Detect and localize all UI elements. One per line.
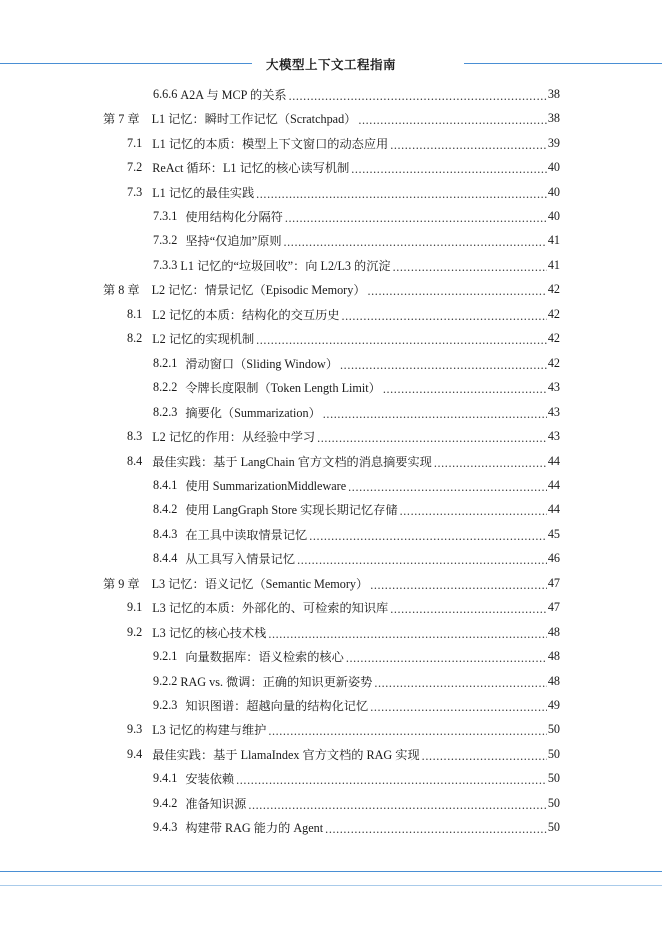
- dot-leader: [346, 651, 547, 666]
- toc-entry-title: L3 记忆的核心技术栈: [152, 625, 267, 640]
- toc-entry-title: 使用结构化分隔符: [185, 210, 283, 224]
- toc-entry-page: 46: [547, 551, 560, 566]
- toc-entry-number: 9.2.3: [153, 698, 178, 712]
- toc-entry-page: 42: [547, 331, 560, 346]
- toc-entry-title: L2 记忆：情景记忆（Episodic Memory）: [151, 283, 366, 298]
- toc-entry-page: 42: [547, 306, 560, 321]
- toc-entry-page: 47: [547, 575, 560, 590]
- toc-entry[interactable]: [153, 522, 560, 547]
- dot-leader: [374, 676, 546, 691]
- toc-entry-page: 38: [547, 86, 560, 101]
- dot-leader: [268, 627, 546, 642]
- toc-entry[interactable]: [103, 106, 560, 131]
- toc-entry-title: L3 记忆的构建与维护: [152, 723, 267, 738]
- toc-entry[interactable]: [153, 253, 560, 278]
- toc-entry-page: 47: [547, 600, 560, 615]
- dot-leader: [268, 724, 546, 739]
- toc-entry[interactable]: [127, 595, 560, 620]
- header-rule-left: [0, 63, 252, 64]
- toc-entry-number: 第 8 章: [103, 283, 140, 298]
- dot-leader: [368, 284, 547, 299]
- toc-entry-number: 8.2.3: [153, 404, 178, 419]
- page-header-title: 大模型上下文工程指南: [265, 57, 396, 72]
- toc-entry-title: A2A 与 MCP 的关系: [180, 87, 287, 102]
- toc-entry-page: 40: [547, 160, 560, 175]
- toc-entry-title: 从工具写入情景记忆: [185, 552, 296, 567]
- toc-entry-number: 8.4.3: [153, 526, 178, 541]
- toc-entry-number: 9.4.3: [153, 820, 178, 835]
- toc-entry[interactable]: [153, 204, 560, 229]
- toc-entry-number: 9.2: [127, 624, 143, 639]
- toc-entry-page: 50: [547, 820, 560, 835]
- toc-entry-page: 38: [547, 111, 560, 126]
- toc-entry[interactable]: [127, 620, 560, 645]
- toc-entry[interactable]: [153, 375, 560, 400]
- toc-entry-number: 6.6.6: [153, 86, 178, 101]
- toc-entry-title: 向量数据库：语义检索的核心: [185, 650, 344, 665]
- toc-entry-page: 48: [547, 649, 560, 664]
- dot-leader: [340, 358, 547, 373]
- toc-entry-number: 8.2: [127, 331, 143, 346]
- toc-entry-number: 8.2.2: [153, 380, 178, 395]
- dot-leader: [323, 407, 547, 422]
- footer-rule-bottom: [0, 885, 662, 886]
- dot-leader: [284, 235, 547, 250]
- toc-entry-title: 使用 LangGraph Store 实现长期记忆存储: [185, 503, 398, 518]
- toc-entry-page: 40: [547, 209, 560, 223]
- dot-leader: [309, 529, 547, 544]
- toc-entry[interactable]: [153, 816, 560, 841]
- toc-entry[interactable]: [153, 791, 560, 816]
- toc-entry[interactable]: [127, 155, 560, 180]
- toc-entry[interactable]: [153, 644, 560, 669]
- dot-leader: [248, 798, 547, 813]
- toc-entry[interactable]: [153, 547, 560, 572]
- toc-entry-title: RAG vs. 微调：正确的知识更新姿势: [180, 674, 373, 689]
- toc-entry-page: 50: [547, 746, 560, 761]
- toc-entry-title: L1 记忆：瞬时工作记忆（Scratchpad）: [151, 112, 357, 127]
- toc-entry-number: 7.3: [127, 184, 143, 199]
- toc-entry-title: L1 记忆的最佳实践: [152, 185, 255, 200]
- toc-entry[interactable]: [153, 82, 560, 107]
- toc-entry-page: 43: [547, 380, 560, 395]
- toc-entry[interactable]: [127, 718, 560, 743]
- toc-entry-page: 49: [547, 698, 560, 712]
- toc-entry[interactable]: [153, 473, 560, 498]
- dot-leader: [256, 187, 547, 202]
- toc-entry[interactable]: [103, 571, 560, 596]
- toc-entry[interactable]: [127, 424, 560, 449]
- dot-leader: [434, 456, 547, 471]
- toc-entry[interactable]: [103, 278, 560, 303]
- toc-entry-number: 7.3.2: [153, 233, 178, 248]
- toc-entry-number: 7.2: [127, 160, 143, 175]
- toc-entry[interactable]: [127, 327, 560, 352]
- toc-entry-title: 在工具中读取情景记忆: [185, 527, 308, 542]
- dot-leader: [317, 431, 547, 446]
- toc-entry[interactable]: [153, 767, 560, 792]
- toc-entry-number: 9.2.2: [153, 673, 178, 688]
- toc-entry-page: 44: [547, 477, 560, 492]
- toc-entry-number: 8.4.1: [153, 477, 178, 492]
- toc-entry-page: 50: [547, 771, 560, 786]
- toc-entry[interactable]: [153, 693, 560, 718]
- toc-entry-number: 第 7 章: [103, 112, 140, 127]
- dot-leader: [400, 504, 547, 519]
- toc-entry-page: 48: [547, 673, 560, 688]
- dot-leader: [351, 162, 547, 177]
- toc-entry-page: 39: [547, 135, 560, 150]
- toc-entry[interactable]: [153, 498, 560, 523]
- toc-entry-number: 9.4: [127, 746, 143, 761]
- toc-entry-title: 令牌长度限制（Token Length Limit）: [185, 381, 381, 396]
- toc-entry-number: 9.2.1: [153, 649, 178, 664]
- dot-leader: [325, 822, 547, 837]
- toc-entry[interactable]: [153, 229, 560, 254]
- toc-entry-page: 41: [547, 257, 560, 272]
- toc-entry-page: 40: [547, 184, 560, 199]
- toc-entry-number: 9.4.2: [153, 795, 178, 810]
- toc-entry-title: 最佳实践：基于 LlamaIndex 官方文档的 RAG 实现: [152, 747, 420, 762]
- toc-entry-title: ReAct 循环：L1 记忆的核心读写机制: [152, 161, 350, 176]
- toc-entry-title: 坚持“仅追加”原则: [185, 234, 282, 249]
- toc-entry-number: 8.2.1: [153, 355, 178, 370]
- toc-entry-page: 50: [547, 795, 560, 810]
- toc-entry-page: 50: [547, 722, 560, 737]
- dot-leader: [358, 113, 546, 128]
- dot-leader: [393, 260, 547, 275]
- toc-entry-page: 44: [547, 453, 560, 468]
- toc-entry-page: 42: [547, 282, 560, 297]
- toc-entry-title: 摘要化（Summarization）: [185, 405, 321, 420]
- toc-entry[interactable]: [153, 351, 560, 376]
- toc-entry-page: 43: [547, 404, 560, 419]
- dot-leader: [370, 578, 547, 593]
- toc-entry[interactable]: [127, 742, 560, 767]
- dot-leader: [236, 773, 547, 788]
- header-rule-right: [464, 63, 662, 64]
- dot-leader: [370, 700, 547, 715]
- toc-entry-number: 8.3: [127, 429, 143, 444]
- dot-leader: [390, 138, 547, 153]
- toc-entry-number: 7.3.3: [153, 257, 178, 272]
- toc-entry-title: L2 记忆的作用：从经验中学习: [152, 430, 316, 445]
- toc-entry-page: 48: [547, 624, 560, 639]
- dot-leader: [390, 602, 547, 617]
- dot-leader: [256, 333, 547, 348]
- toc-entry-number: 9.3: [127, 722, 143, 737]
- toc-entry[interactable]: [127, 131, 560, 156]
- dot-leader: [297, 553, 547, 568]
- dot-leader: [289, 89, 547, 104]
- toc-entry-title: 最佳实践：基于 LangChain 官方文档的消息摘要实现: [152, 454, 432, 469]
- dot-leader: [348, 480, 547, 495]
- toc-entry-title: 知识图谱：超越向量的结构化记忆: [185, 699, 369, 713]
- toc-entry-title: L3 记忆的本质：外部化的、可检索的知识库: [152, 601, 389, 616]
- toc-entry-title: L2 记忆的本质：结构化的交互历史: [152, 307, 340, 322]
- toc-entry-number: 8.4.2: [153, 502, 178, 517]
- toc-entry-page: 43: [547, 429, 560, 444]
- toc-entry-title: 滑动窗口（Sliding Window）: [185, 356, 339, 371]
- toc-entry-number: 8.4: [127, 453, 143, 468]
- dot-leader: [383, 382, 547, 397]
- toc-entry-title: 使用 SummarizationMiddleware: [185, 478, 347, 493]
- dot-leader: [285, 211, 547, 226]
- toc-entry-number: 7.3.1: [153, 209, 178, 223]
- toc-entry-title: L1 记忆的本质：模型上下文窗口的动态应用: [152, 136, 389, 151]
- dot-leader: [341, 309, 546, 324]
- toc-entry[interactable]: [127, 302, 560, 327]
- toc-entry[interactable]: [127, 180, 560, 205]
- toc-entry-number: 9.4.1: [153, 771, 178, 786]
- toc-entry-title: 构建带 RAG 能力的 Agent: [185, 821, 324, 836]
- toc-entry[interactable]: [153, 400, 560, 425]
- toc-entry-page: 41: [547, 233, 560, 248]
- toc-entry-page: 44: [547, 502, 560, 517]
- toc-entry-number: 8.1: [127, 306, 143, 321]
- toc-entry-page: 45: [547, 526, 560, 541]
- toc-entry-title: L2 记忆的实现机制: [152, 332, 255, 347]
- toc-entry-title: L1 记忆的“垃圾回收”：向 L2/L3 的沉淀: [180, 258, 391, 273]
- toc-entry-number: 7.1: [127, 135, 143, 150]
- toc-entry[interactable]: [127, 449, 560, 474]
- toc-entry-title: L3 记忆：语义记忆（Semantic Memory）: [151, 576, 369, 591]
- toc-entry-number: 第 9 章: [103, 576, 140, 591]
- toc-entry-page: 42: [547, 355, 560, 370]
- toc-entry-title: 安装依赖: [185, 772, 235, 787]
- toc-entry[interactable]: [153, 669, 560, 694]
- footer-rule-top: [0, 871, 662, 872]
- toc-entry-number: 8.4.4: [153, 551, 178, 566]
- toc-entry-number: 9.1: [127, 600, 143, 615]
- toc-entry-title: 准备知识源: [185, 796, 247, 811]
- dot-leader: [422, 749, 547, 764]
